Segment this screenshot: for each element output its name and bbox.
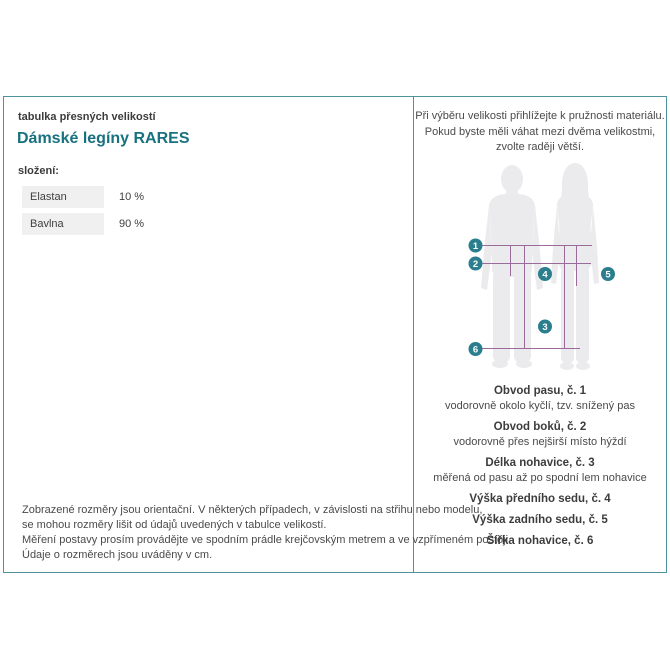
measurement-description: měřená od pasu až po spodní lem nohavice <box>433 471 647 484</box>
list-item <box>414 385 666 412</box>
marker-4 <box>538 267 552 281</box>
list-item <box>414 421 666 448</box>
composition-label: složení: <box>18 165 59 177</box>
svg-text:5: 5 <box>605 269 611 280</box>
svg-text:2: 2 <box>472 258 479 270</box>
table-eyebrow-label: tabulka přesných velikostí <box>18 111 156 123</box>
composition-percent: 90 % <box>119 218 145 230</box>
table-row <box>22 186 413 208</box>
marker-2 <box>469 256 483 270</box>
svg-text:4: 4 <box>542 269 548 280</box>
measurement-title: Šířka nohavice, č. 6 <box>486 534 594 547</box>
list-item <box>414 514 666 526</box>
composition-material: Elastan <box>22 186 104 208</box>
product-title: Dámské legíny RARES <box>17 130 190 147</box>
measurement-diagram <box>414 161 666 373</box>
disclaimer-line: Údaje o rozměrech jsou uváděny v cm. <box>22 549 213 561</box>
marker-1 <box>469 238 483 252</box>
composition-percent: 10 % <box>119 191 145 203</box>
measurement-description: vodorovně okolo kyčlí, tzv. snížený pas <box>445 399 635 412</box>
measurement-description: vodorovně přes nejširší místo hýždí <box>453 435 627 448</box>
measurement-title: Výška zadního sedu, č. 5 <box>472 513 608 526</box>
list-item <box>414 457 666 484</box>
sizing-advice-line: Pokud byste měli váhat mezi dvěma velikostmi, <box>424 125 656 138</box>
sizing-advice-text <box>414 109 666 156</box>
disclaimer-line: Zobrazené rozměry jsou orientační. V některých případech, v závislosti na střihu nebo modelu, <box>22 504 483 516</box>
marker-3 <box>538 319 552 333</box>
list-item <box>414 493 666 505</box>
marker-5 <box>601 267 615 281</box>
right-panel <box>414 97 666 572</box>
svg-text:1: 1 <box>472 240 479 252</box>
measurement-title: Výška předního sedu, č. 4 <box>469 492 611 505</box>
svg-text:3: 3 <box>542 321 548 333</box>
composition-material: Bavlna <box>22 213 104 235</box>
size-chart-frame <box>3 96 667 573</box>
svg-text:6: 6 <box>472 344 479 355</box>
disclaimer-line: se mohou rozměry lišit od údajů uvedených v tabulce velikostí. <box>22 519 327 531</box>
measurement-title: Délka nohavice, č. 3 <box>485 456 595 469</box>
table-row <box>22 213 413 235</box>
sizing-advice-line: zvolte raději větší. <box>495 141 585 153</box>
female-silhouette <box>551 163 599 370</box>
marker-6 <box>469 342 483 356</box>
disclaimer-line: Měření postavy prosím provádějte ve spodním prádle krejčovským metrem a ve vzpřímeném postoji. <box>22 534 512 546</box>
left-panel <box>4 97 512 572</box>
measurement-title: Obvod pasu, č. 1 <box>493 384 587 397</box>
composition-table <box>22 186 413 235</box>
measurement-title: Obvod boků, č. 2 <box>493 420 587 433</box>
sizing-advice-line: Při výběru velikosti přihlížejte k pružnosti materiálu. <box>415 110 665 122</box>
measurement-definitions <box>414 385 666 547</box>
male-silhouette <box>481 165 543 368</box>
list-item <box>414 535 666 547</box>
